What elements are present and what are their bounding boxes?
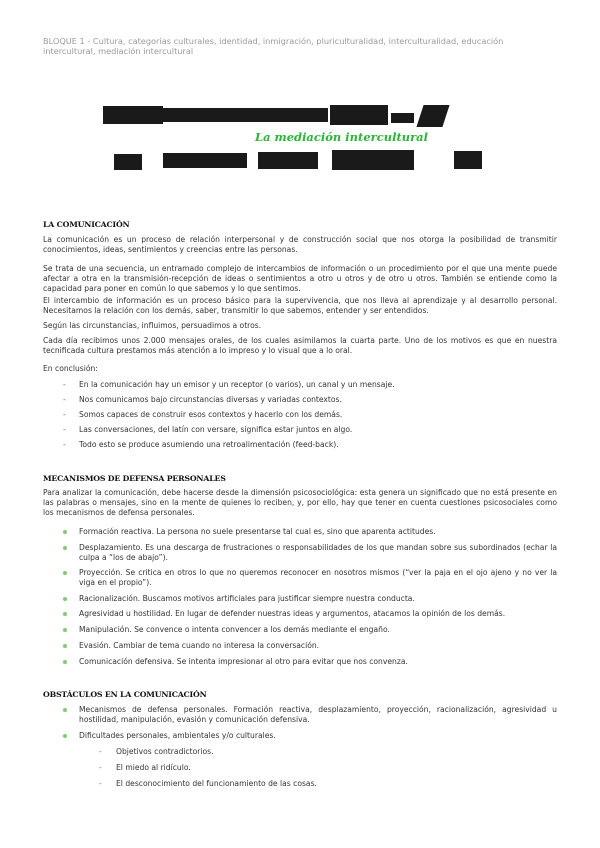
bullet-icon — [63, 660, 67, 664]
paragraph: El intercambio de información es un proceso básico para la supervivencia, que nos lleva al aprendizaje y al desarrollo personal. Necesitamos la relación con los demás, saber, transmitir lo que sabemos, entender y ser entendidos. — [43, 296, 557, 316]
document-page: BLOQUE 1 - Cultura, categorías culturales, identidad, inmigración, pluriculturalidad, interculturalidad, educación intercultural, mediación intercultural La mediación intercultural LA COMUNICACIÓN La comunicación es un proceso de relación interpersonal y de construcción social que nos otorga la posibilidad de transmitir conocimientos, ideas, sentimientos y creencias entre las personas. Se trata de una secuencia, un entramado complejo de intercambios de información o un procedimiento por el que una mente puede afectar a otra en la transmisión-recepción de ideas o sentimientos a otro u otros y de otro u otros. También se entiende como la capacidad para poner en común lo que sabemos y lo que sentimos. El intercambio de información es un proceso básico para la supervivencia, que nos lleva al aprendizaje y al desarrollo personal. Necesitamos la relación con los demás, saber, transmitir lo que sabemos, entender y ser entendidos. Según las circunstancias, influimos, persuadimos a otros. Cada día recibimos unos 2.000 mensajes orales, de los cuales asimilamos la cuarta parte. Uno de los motivos es que en nuestra tecnificada cultura prestamos más atención a lo impreso y lo visual que a lo oral. En conclusión: - En la comunicación hay un emisor y un receptor (o varios), un canal y un mensaje. - Nos comunicamos bajo circunstancias diversas y variadas contextos. - Somos capaces de construir esos contextos y hacerlo con los demás. - Las conversaciones, del latín con versare, significa estar juntos en algo. - Todo esto se produce asumiendo una retroalimentación (feed-back). MECANISMOS DE DEFENSA PERSONALES Para analizar la comunicación, debe hacerse desde la dimensión psicosociológica: esta genera un significado que no está presente en las palabras o mensajes, sino en la mente de quienes lo reciben, y, por ello, hay que tener en cuenta cuestiones psicosociales como los mecanismos de defensa personales. Formación reactiva. La persona no suele presentarse tal cual es, sino que aparenta actitudes. Desplazamiento. Es una descarga de frustraciones o responsabilidades de los que mandan sobre sus subordinados (echar la culpa a “los de abajo”). Proyección. Se critica en otros lo que no queremos reconocer en nosotros mismos (“ver la paja en el ojo ajeno y no ver la viga en el propio”). Racionalización. Buscamos motivos artificiales para justificar siempre nuestra conducta. Agresividad u hostilidad. En lugar de defender nuestras ideas y argumentos, atacamos la opinión de los demás. Manipulación. Se convence o intenta convencer a los demás mediante el engaño. Evasión. Cambiar de tema cuando no interesa la conversación. Comunicación defensiva. Se intenta impresionar al otro para evitar que nos convenza. OBSTÁCULOS EN LA COMUNICACIÓN Mecanismos de defensa personales. Formación reactiva, desplazamiento, proyección, racionalización, agresividad u hostilidad, manipulación, evasión y comunicación defensiva. Dificultades personales, ambientales y/o culturales. - Objetivos contradictorios. - El miedo al ridículo. - El desconocimiento del funcionamiento de las cosas. — [0, 0, 600, 848]
paragraph: La comunicación es un proceso de relación interpersonal y de construcción social que nos otorga la posibilidad de transmitir conocimientos, ideas, sentimientos y creencias entre las personas. — [43, 235, 557, 255]
paragraph: Según las circunstancias, influimos, persuadimos a otros. — [43, 321, 262, 330]
bullet-icon — [63, 708, 67, 712]
section-heading-comunicacion: LA COMUNICACIÓN — [43, 220, 130, 229]
paragraph: Para analizar la comunicación, debe hacerse desde la dimensión psicosociológica: esta genera un significado que no está presente en las palabras o mensajes, sino en la mente de quienes lo reciben, y, por ello, hay que tener en cuenta cuestiones psicosociales como los mecanismos de defensa personales. — [43, 488, 557, 518]
paragraph: Se trata de una secuencia, un entramado complejo de intercambios de información o un procedimiento por el que una mente puede afectar a otra en la transmisión-recepción de ideas o sentimientos a otro u otros y de otro u otros. También se entiende como la capacidad para poner en común lo que sabemos y lo que sentimos. — [43, 264, 557, 294]
bullet-icon — [63, 644, 67, 648]
running-header-line-1: BLOQUE 1 - Cultura, categorías culturales, identidad, inmigración, pluriculturalidad, interculturalidad, educación — [43, 36, 504, 46]
section-heading-obstaculos: OBSTÁCULOS EN LA COMUNICACIÓN — [43, 690, 207, 699]
bullet-icon — [63, 734, 67, 738]
running-header-line-2: intercultural, mediación intercultural — [43, 46, 194, 56]
bullet-icon — [63, 546, 67, 550]
document-subtitle: La mediación intercultural — [255, 130, 428, 144]
bullet-icon — [63, 628, 67, 632]
paragraph: En conclusión: — [43, 364, 98, 373]
bullet-icon — [63, 612, 67, 616]
bullet-icon — [63, 571, 67, 575]
section-heading-mecanismos: MECANISMOS DE DEFENSA PERSONALES — [43, 474, 226, 483]
paragraph: Cada día recibimos unos 2.000 mensajes orales, de los cuales asimilamos la cuarta parte. Uno de los motivos es que en nuestra tecnificada cultura prestamos más atención a lo impreso y lo visual que a lo oral. — [43, 336, 557, 356]
bullet-icon — [63, 530, 67, 534]
bullet-icon — [63, 597, 67, 601]
